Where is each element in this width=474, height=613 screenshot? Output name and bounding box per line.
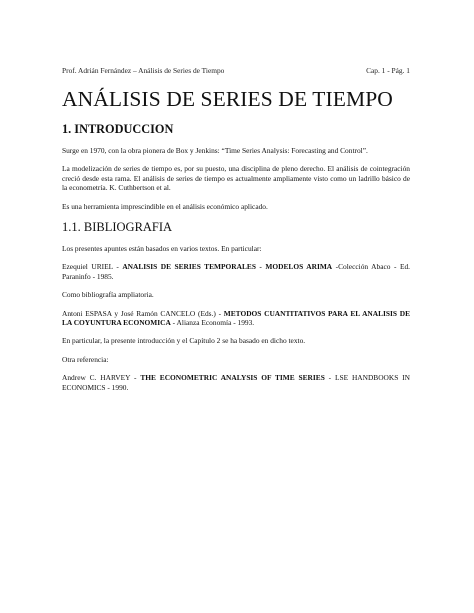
paragraph-intro-1: Surge en 1970, con la obra pionera de Box y Jenkins: “Time Series Analysis: Forecasting and Control”. xyxy=(62,146,368,155)
reference-publisher: - LSE HANDBOOKS IN ECONOMICS - 1990. xyxy=(62,373,410,392)
reference-uriel xyxy=(62,262,410,281)
reference-author: Andrew C. HARVEY - xyxy=(62,373,141,383)
paragraph-intro-3: Es una herramienta imprescindible en el análisis económico aplicado. xyxy=(62,201,268,211)
running-header xyxy=(62,66,410,75)
paragraph-biblio-1: Los presentes apuntes están basados en varios textos. En particular: xyxy=(62,244,262,254)
reference-title: THE ECONOMETRIC ANALYSIS OF TIME SERIES xyxy=(140,373,325,383)
section-heading-introduccion: 1. INTRODUCCION xyxy=(62,122,174,136)
reference-publisher: - Alianza Economía - 1993. xyxy=(170,318,255,328)
reference-title: METODOS CUANTITATIVOS PARA EL ANALISIS DE LA COYUNTURA ECONOMICA xyxy=(62,308,411,328)
reference-author: Ezequiel URIEL - xyxy=(62,262,123,272)
header-page-number: Cap. 1 - Pág. 1 xyxy=(366,66,410,75)
paragraph-intro-2: La modelización de series de tiempo es, por su puesto, una disciplina de pleno derecho. El análisis de cointegración creció desde esta rama. El análisis de series de tiempo es actualmente ampliamente visto como un ladrillo básico de la econometría. K. Cuthbertson et al. xyxy=(62,164,410,193)
paragraph-biblio-4: Otra referencia: xyxy=(62,354,109,364)
reference-title: ANALISIS DE SERIES TEMPORALES - MODELOS ARIMA xyxy=(122,262,333,272)
paragraph-biblio-3: En particular, la presente introducción y el Capítulo 2 se ha basado en dicho texto. xyxy=(62,336,306,346)
document-title: ANÁLISIS DE SERIES DE TIEMPO xyxy=(62,87,393,111)
header-author-course: Prof. Adrián Fernández – Análisis de Series de Tiempo xyxy=(62,66,225,75)
paragraph-biblio-2: Como bibliografía ampliatoria. xyxy=(62,290,154,300)
reference-harvey xyxy=(62,373,410,392)
reference-publisher: -Colección Abaco - Ed. Paraninfo - 1985. xyxy=(62,262,411,281)
section-heading-bibliografia: 1.1. BIBLIOGRAFIA xyxy=(62,220,173,235)
document-body xyxy=(62,122,410,401)
reference-author: Antoni ESPASA y José Ramón CANCELO (Eds.) - xyxy=(62,308,224,318)
reference-espasa xyxy=(62,309,410,328)
